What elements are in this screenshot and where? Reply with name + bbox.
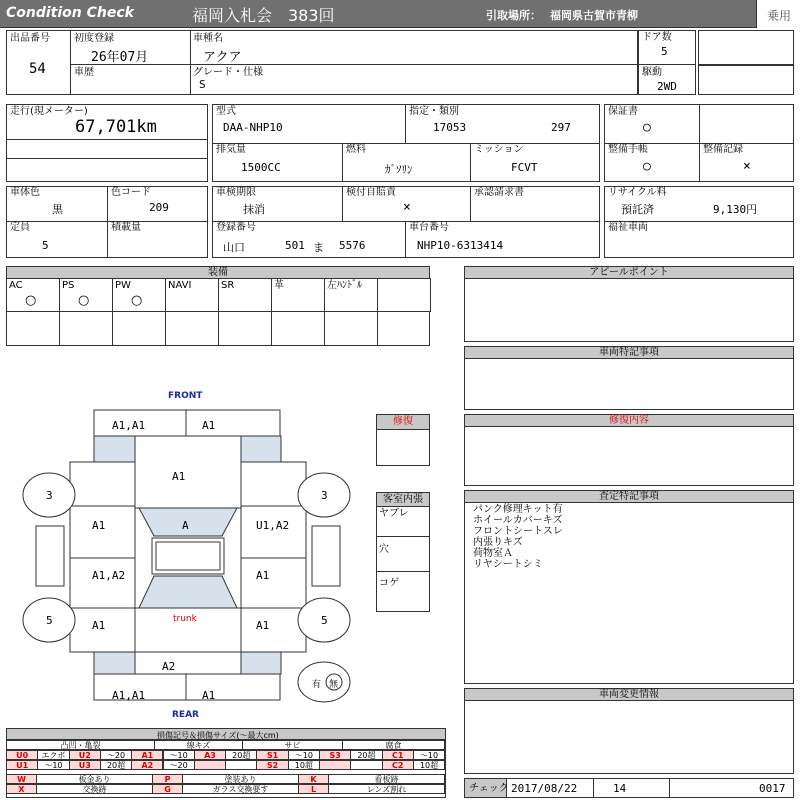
equipment-label: PW [115, 280, 131, 291]
insurance: × [403, 200, 411, 215]
rear-label: REAR [172, 710, 199, 720]
legend-code: U2 [69, 750, 101, 760]
right-front-door-mark: U1,A2 [256, 519, 290, 532]
legend-desc: ～20 [100, 750, 132, 760]
color-code: 209 [149, 201, 169, 214]
legend-group: 凸凹・亀裂 [6, 740, 155, 750]
displacement-label: 排気量 [216, 144, 246, 155]
mileage-label: 走行(現メーター) [10, 106, 88, 117]
legend-code: A1 [131, 750, 163, 760]
equipment-cell-blank [59, 311, 113, 346]
tire-rl-mark: 5 [46, 614, 53, 627]
equipment-label: AC [9, 280, 23, 291]
auction-title: 福岡入札会 383回 [192, 6, 335, 25]
mission: FCVT [511, 161, 538, 174]
special-notes-box [464, 346, 794, 410]
equipment-cell-blank [218, 311, 272, 346]
left-front-door-mark: A1 [92, 519, 106, 532]
equipment-cell [6, 278, 60, 312]
equipment-cell [271, 278, 325, 312]
changes-box [464, 688, 794, 774]
recycle-fee: 9,130円 [713, 203, 758, 216]
front-bumper-right-mark: A1 [202, 419, 216, 432]
inspection-note: パンク修理キット有 [473, 504, 563, 515]
type: DAA-NHP10 [223, 121, 283, 134]
left-rear-door-mark: A1,A2 [92, 569, 126, 582]
fuel-label: 燃料 [346, 144, 366, 155]
legend-code: W [6, 774, 37, 784]
fuel: ｶﾞｿﾘﾝ [385, 163, 413, 176]
blank-box-2 [698, 65, 794, 95]
spec-box [212, 104, 600, 182]
type-label: 型式 [216, 106, 236, 117]
inspection-note: 荷物室Ａ [473, 548, 513, 559]
legend-desc [350, 760, 382, 770]
spare-have: 有 [312, 680, 322, 690]
drive: 2WD [657, 80, 677, 93]
equipment-label: NAVI [168, 280, 192, 291]
legend-code: U1 [6, 760, 38, 770]
legend-desc: 20超 [100, 760, 132, 770]
car-class-box [756, 0, 800, 28]
equipment-cell-blank [112, 311, 166, 346]
first-reg: 26年07月 [91, 50, 149, 65]
interior-tear: ヤブレ [379, 508, 409, 519]
check-code: 0017 [759, 782, 786, 795]
welfare-label: 福祉車両 [608, 222, 648, 233]
special-title: 車両特記事項 [465, 347, 793, 359]
legend-group: 腐食 [342, 740, 445, 750]
interior-hole: 穴 [379, 544, 389, 555]
recycle-status: 預託済 [621, 203, 654, 216]
capacity-label: 定員 [10, 222, 30, 233]
equipment-label: PS [62, 280, 75, 291]
car-class: 乗用 [767, 9, 792, 23]
right-quarter-mark: A1 [256, 619, 270, 632]
legend-desc: レンズ割れ [328, 784, 445, 794]
grade-label: グレード・仕様 [193, 67, 263, 78]
inspection-notes-title: 査定特記事項 [465, 491, 793, 503]
equipment-cell [377, 278, 431, 312]
repair-content-title: 修復内容 [465, 415, 793, 427]
plate-num: 501 [285, 239, 305, 252]
equipment-value: ○ [78, 293, 90, 308]
warranty-box [604, 104, 794, 182]
plate-no: 5576 [339, 239, 366, 252]
appeal-box [464, 266, 794, 342]
roof-mark: A [182, 519, 189, 532]
front-label: FRONT [168, 391, 203, 401]
color-box [6, 186, 208, 258]
appeal-title: アピールポイント [465, 267, 793, 279]
equipment-cell [165, 278, 219, 312]
inspection-label: 車検期限 [216, 187, 256, 198]
legend-code: A3 [194, 750, 226, 760]
tire-fl-mark: 3 [46, 489, 53, 502]
inspection-note: ホイールカバーキズ [473, 515, 563, 526]
tire-fr-mark: 3 [321, 489, 328, 502]
repair-title: 修復 [377, 415, 429, 430]
model-name-label: 車種名 [193, 33, 223, 44]
legend-group: 線キズ [154, 740, 243, 750]
drive-label: 駆動 [642, 67, 662, 78]
equipment-label: SR [221, 280, 235, 291]
warranty-label: 保証書 [608, 106, 638, 117]
service-book-label: 整備手帳 [608, 144, 648, 155]
legend-code: S2 [256, 760, 288, 770]
front-bumper-left-mark: A1,A1 [112, 419, 146, 432]
interior-box [376, 492, 430, 612]
condition-check-title: Condition Check [6, 5, 134, 21]
inspection-notes-box [464, 490, 794, 684]
legend-code: U0 [6, 750, 38, 760]
equipment-cell [112, 278, 166, 312]
legend-code: P [152, 774, 183, 784]
classification: 297 [551, 121, 571, 134]
legend-desc: 20超 [350, 750, 382, 760]
model-name: アクア [203, 50, 242, 65]
warranty: ○ [643, 120, 651, 135]
recycle-box [604, 186, 794, 258]
legend-desc: 20超 [225, 750, 257, 760]
equipment-cell [218, 278, 272, 312]
inspection-note: 内張りキズ [473, 537, 523, 548]
legend-desc [225, 760, 257, 770]
service-record-label: 整備記録 [703, 144, 743, 155]
history-label: 車歴 [74, 67, 94, 78]
capacity: 5 [42, 239, 49, 252]
legend-title: 損傷記号＆損傷サイズ(～最大cm) [157, 731, 279, 740]
color-code-label: 色コード [111, 187, 151, 198]
check-date: 2017/08/22 [511, 782, 578, 795]
legend-desc: ガラス交換要す [182, 784, 299, 794]
legend-code [319, 760, 351, 770]
legend-code: S1 [256, 750, 288, 760]
repair-content-box [464, 414, 794, 486]
pickup-label: 引取場所： [486, 9, 541, 22]
spare-none: 無 [329, 680, 339, 690]
repair-box [376, 414, 430, 466]
legend-desc: エクボ [37, 750, 69, 760]
displacement: 1500CC [241, 161, 281, 174]
insurance-label: 検付自賠責 [346, 187, 396, 198]
inspection-note: フロントシートスレ [473, 526, 563, 537]
equipment-title: 装備 [7, 267, 429, 279]
body-color-label: 車体色 [10, 187, 40, 198]
mileage-box [6, 104, 208, 182]
legend-desc: 看板跡 [328, 774, 445, 784]
legend-code: A2 [131, 760, 163, 770]
first-reg-label: 初度登録 [74, 33, 114, 44]
lot-no: 54 [29, 61, 46, 77]
trunk-lid-mark: A2 [162, 660, 176, 673]
legend-code: U3 [69, 760, 101, 770]
doors: 5 [661, 45, 668, 58]
legend-desc: ～10 [163, 750, 195, 760]
interior-burn: コゲ [379, 578, 399, 589]
diagram-labels [0, 388, 372, 728]
chassis: NHP10-6313414 [417, 239, 504, 252]
legend-code: K [298, 774, 329, 784]
legend-desc: 10超 [413, 760, 445, 770]
legend-desc: ～10 [37, 760, 69, 770]
equipment-label: 左ﾊﾝﾄﾞﾙ [327, 280, 362, 291]
equipment-cell [324, 278, 378, 312]
check-num: 14 [613, 782, 627, 795]
equipment-cell-blank [324, 311, 378, 346]
legend-code: S3 [319, 750, 351, 760]
legend-desc: ～10 [413, 750, 445, 760]
legend-code: C1 [382, 750, 414, 760]
load-label: 積載量 [111, 222, 141, 233]
designation-label: 指定・類別 [409, 106, 459, 117]
trunk-label: trunk [173, 614, 197, 624]
left-quarter-mark: A1 [92, 619, 106, 632]
lot-info-box [6, 30, 638, 95]
registration-box [212, 186, 600, 258]
plate-kana: ま [313, 241, 324, 254]
inspection-note: リヤシートシミ [473, 559, 543, 570]
approval-label: 承認請求書 [474, 187, 524, 198]
tire-rr-mark: 5 [321, 614, 328, 627]
right-rear-door-mark: A1 [256, 569, 270, 582]
legend-desc: ～10 [288, 750, 320, 760]
legend-code: G [152, 784, 183, 794]
body-color: 黒 [52, 203, 63, 216]
rear-bumper-left-mark: A1,A1 [112, 689, 146, 702]
check-footer [464, 778, 794, 798]
lot-no-label: 出品番号 [10, 33, 50, 44]
changes-title: 車両変更情報 [465, 689, 793, 701]
legend-code: C2 [382, 760, 414, 770]
equipment-value: ○ [25, 293, 37, 308]
designation: 17053 [433, 121, 467, 134]
interior-title: 客室内張 [377, 493, 429, 507]
equipment-cell-blank [271, 311, 325, 346]
header-bar [0, 0, 800, 28]
recycle-label: リサイクル料 [608, 187, 667, 198]
rear-bumper-right-mark: A1 [202, 689, 216, 702]
pickup-value: 福岡県古賀市青柳 [550, 9, 638, 22]
equipment-cell-blank [165, 311, 219, 346]
legend-desc: 板金あり [36, 774, 153, 784]
blank-box-1 [698, 30, 794, 65]
legend-group: サビ [242, 740, 343, 750]
inspection: 抹消 [243, 203, 265, 216]
hood-mark: A1 [172, 470, 186, 483]
mileage: 67,701km [75, 117, 157, 137]
doors-box [638, 30, 696, 95]
legend-box [6, 728, 446, 798]
equipment-cell-blank [6, 311, 60, 346]
legend-desc: 10超 [288, 760, 320, 770]
service-book: ○ [643, 159, 651, 174]
grade: S [199, 78, 206, 91]
legend-desc: 塗装あり [182, 774, 299, 784]
legend-desc: ～20 [163, 760, 195, 770]
service-record: × [743, 159, 751, 174]
doors-label: ドア数 [642, 32, 672, 43]
legend-code: X [6, 784, 37, 794]
legend-desc: 交換跡 [36, 784, 153, 794]
equipment-box [6, 266, 430, 346]
equipment-label: 革 [274, 280, 284, 291]
equipment-value: ○ [131, 293, 143, 308]
legend-code: L [298, 784, 329, 794]
chassis-label: 車台番号 [409, 222, 449, 233]
mission-label: ミッション [474, 144, 524, 155]
plate-area: 山口 [223, 241, 245, 254]
equipment-cell [59, 278, 113, 312]
plate-label: 登録番号 [216, 222, 256, 233]
check-label: チェック [469, 783, 509, 794]
legend-code [194, 760, 226, 770]
